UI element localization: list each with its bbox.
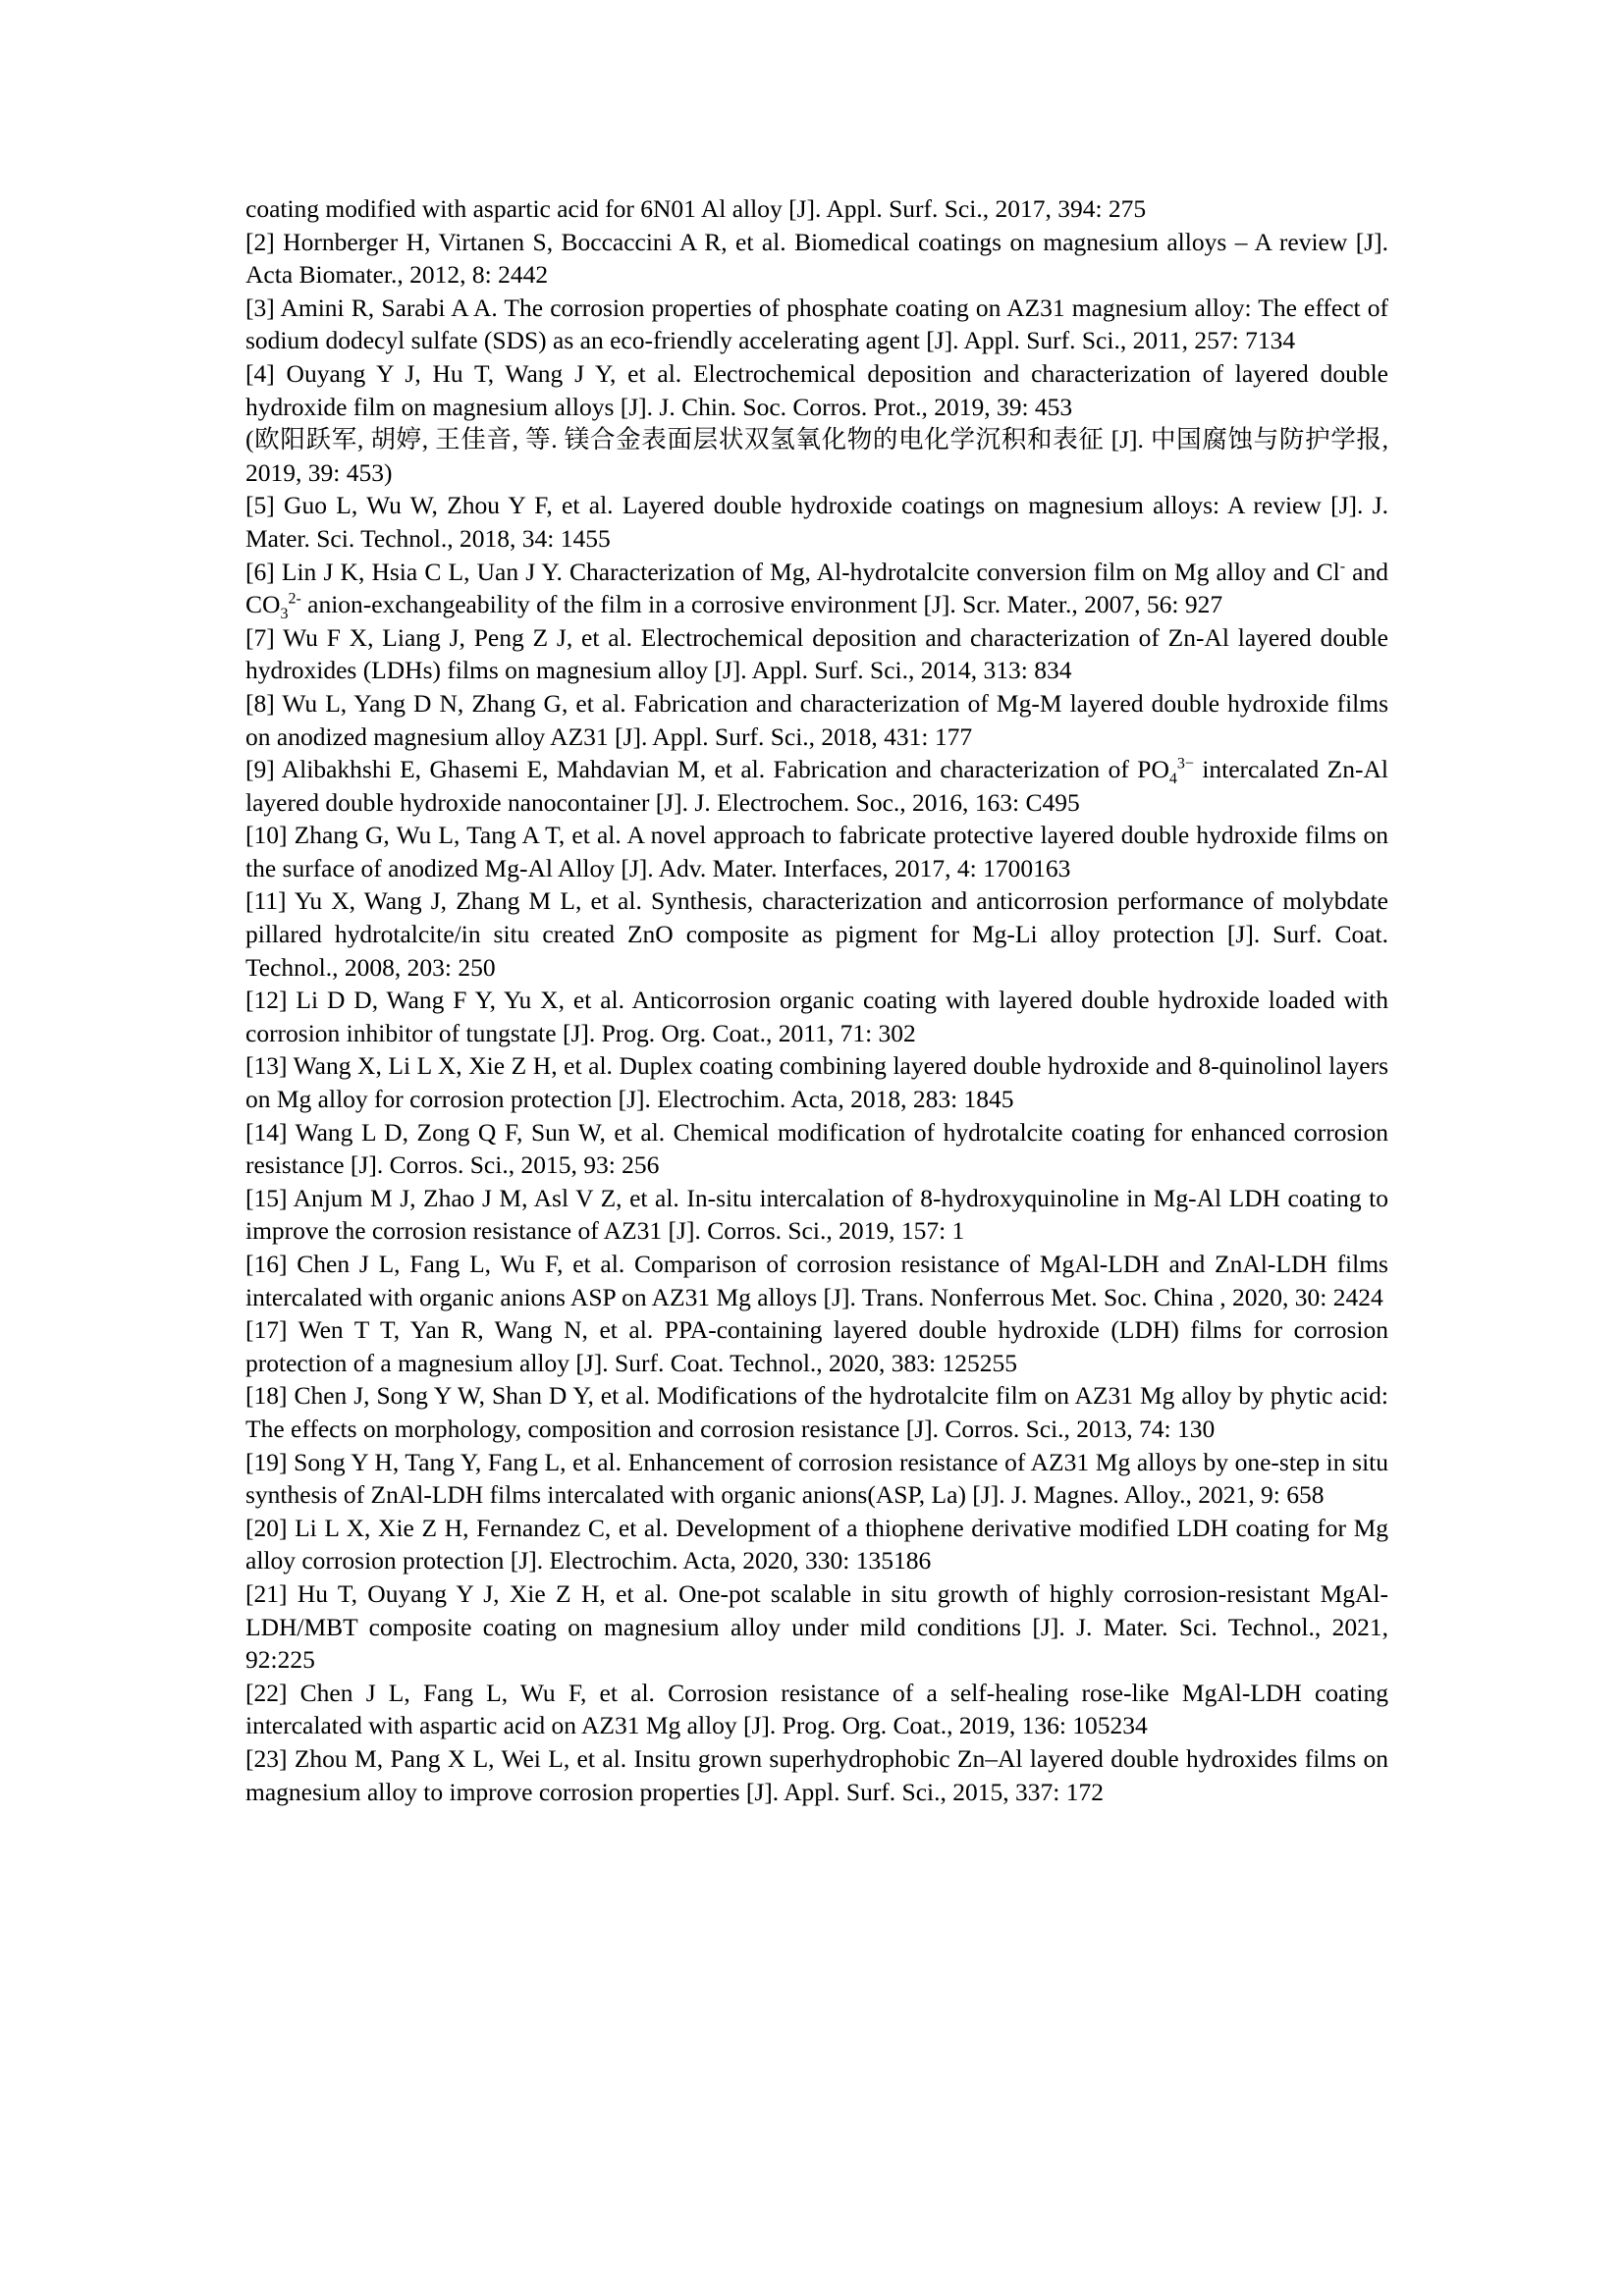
ref-superscript: 2- xyxy=(288,590,301,608)
reference-item: [20] Li L X, Xie Z H, Fernandez C, et al. Development of a thiophene derivative modified LDH coating for Mg alloy corrosion protection [J]. Electrochim. Acta, 2020, 330: 135186 xyxy=(245,1513,1388,1575)
ref-text: [9] Alibakhshi E, Ghasemi E, Mahdavian M, et al. Fabrication and characterization of PO xyxy=(245,755,1169,784)
ref-text: intercalated Zn-Al layered double hydroxide nanocontainer [J]. J. Electrochem. Soc., 2016, 163: C495 xyxy=(245,755,1388,817)
reference-item: [3] Amini R, Sarabi A A. The corrosion properties of phosphate coating on AZ31 magnesium alloy: The effect of sodium dodecyl sulfate (SDS) as an eco-friendly accelerating agent [J]. Appl. Surf. Sci., 2011, 257: 7134 xyxy=(245,293,1388,355)
reference-item: [22] Chen J L, Fang L, Wu F, et al. Corrosion resistance of a self-healing rose-like MgAl-LDH coating intercalated with aspartic acid on AZ31 Mg alloy [J]. Prog. Org. Coat., 2019, 136: 105234 xyxy=(245,1678,1388,1740)
reference-item: coating modified with aspartic acid for 6N01 Al alloy [J]. Appl. Surf. Sci., 2017, 394: 275 xyxy=(245,194,1147,223)
reference-item: [12] Li D D, Wang F Y, Yu X, et al. Anticorrosion organic coating with layered double hydroxide loaded with corrosion inhibitor of tungstate [J]. Prog. Org. Coat., 2011, 71: 302 xyxy=(245,986,1388,1047)
reference-item: [16] Chen J L, Fang L, Wu F, et al. Comparison of corrosion resistance of MgAl-LDH and ZnAl-LDH films intercalated with organic anions ASP on AZ31 Mg alloys [J]. Trans. Nonferrous Met. Soc. China , 2020, 30: 2424 xyxy=(245,1250,1388,1311)
reference-item: [23] Zhou M, Pang X L, Wei L, et al. Insitu grown superhydrophobic Zn–Al layered double hydroxides films on magnesium alloy to improve corrosion properties [J]. Appl. Surf. Sci., 2015, 337: 172 xyxy=(245,1743,1388,1806)
reference-item: [7] Wu F X, Liang J, Peng Z J, et al. Electrochemical deposition and characterization of Zn-Al layered double hydroxides (LDHs) films on magnesium alloy [J]. Appl. Surf. Sci., 2014, 313: 834 xyxy=(245,622,1388,685)
ref-text: and CO xyxy=(245,557,1388,619)
reference-item xyxy=(245,753,1388,819)
reference-item: [8] Wu L, Yang D N, Zhang G, et al. Fabrication and characterization of Mg-M layered double hydroxide films on anodized magnesium alloy AZ31 [J]. Appl. Surf. Sci., 2018, 431: 177 xyxy=(245,688,1388,751)
reference-item: [2] Hornberger H, Virtanen S, Boccaccini A R, et al. Biomedical coatings on magnesium alloys – A review [J]. Acta Biomater., 2012, 8: 2442 xyxy=(245,227,1388,290)
reference-item: [4] Ouyang Y J, Hu T, Wang J Y, et al. Electrochemical deposition and characterization of layered double hydroxide film on magnesium alloys [J]. J. Chin. Soc. Corros. Prot., 2019, 39: 453 xyxy=(245,358,1388,421)
ref-superscript: 3− xyxy=(1176,755,1194,773)
reference-item: [15] Anjum M J, Zhao J M, Asl V Z, et al. In-situ intercalation of 8-hydroxyquinoline in Mg-Al LDH coating to improve the corrosion resistance of AZ31 [J]. Corros. Sci., 2019, 157: 1 xyxy=(245,1183,1388,1246)
reference-item: [18] Chen J, Song Y W, Shan D Y, et al. Modifications of the hydrotalcite film on AZ31 Mg alloy by phytic acid: The effects on morphology, composition and corrosion resistance [J]. Corros. Sci., 2013, 74: 130 xyxy=(245,1381,1388,1443)
reference-list xyxy=(245,192,1388,1808)
reference-item: [14] Wang L D, Zong Q F, Sun W, et al. Chemical modification of hydrotalcite coating for enhanced corrosion resistance [J]. Corros. Sci., 2015, 93: 256 xyxy=(245,1117,1388,1180)
reference-item: [10] Zhang G, Wu L, Tang A T, et al. A novel approach to fabricate protective layered double hydroxide films on the surface of anodized Mg-Al Alloy [J]. Adv. Mater. Interfaces, 2017, 4: 1700163 xyxy=(245,821,1388,882)
reference-item: [19] Song Y H, Tang Y, Fang L, et al. Enhancement of corrosion resistance of AZ31 Mg alloys by one-step in situ synthesis of ZnAl-LDH films intercalated with organic anions(ASP, La) [J]. J. Magnes. Alloy., 2021, 9: 658 xyxy=(245,1447,1388,1510)
ref-superscript: - xyxy=(1339,558,1346,575)
reference-item-chinese: (欧阳跃军, 胡婷, 王佳音, 等. 镁合金表面层状双氢氧化物的电化学沉积和表征 [J]. 中国腐蚀与防护学报, 2019, 39: 453) xyxy=(245,425,1388,487)
ref-text: [6] Lin J K, Hsia C L, Uan J Y. Characterization of Mg, Al-hydrotalcite conversion film on Mg alloy and Cl xyxy=(245,557,1340,586)
reference-item: [13] Wang X, Li L X, Xie Z H, et al. Duplex coating combining layered double hydroxide and 8-quinolinol layers on Mg alloy for corrosion protection [J]. Electrochim. Acta, 2018, 283: 1845 xyxy=(245,1051,1388,1114)
reference-item: [5] Guo L, Wu W, Zhou Y F, et al. Layered double hydroxide coatings on magnesium alloys: A review [J]. J. Mater. Sci. Technol., 2018, 34: 1455 xyxy=(245,491,1388,553)
reference-item xyxy=(245,556,1388,621)
ref-text: anion-exchangeability of the film in a corrosive environment [J]. Scr. Mater., 2007, 56: 927 xyxy=(300,590,1223,619)
ref-subscript: 3 xyxy=(280,606,289,623)
reference-item: [17] Wen T T, Yan R, Wang N, et al. PPA-containing layered double hydroxide (LDH) films for corrosion protection of a magnesium alloy [J]. Surf. Coat. Technol., 2020, 383: 125255 xyxy=(245,1315,1388,1377)
reference-item: [11] Yu X, Wang J, Zhang M L, et al. Synthesis, characterization and anticorrosion performance of molybdate pillared hydrotalcite/in situ created ZnO composite as pigment for Mg-Li alloy protection [J]. Surf. Coat. Technol., 2008, 203: 250 xyxy=(245,886,1388,982)
reference-item: [21] Hu T, Ouyang Y J, Xie Z H, et al. One-pot scalable in situ growth of highly corrosion-resistant MgAl-LDH/MBT composite coating on magnesium alloy under mild conditions [J]. J. Mater. Sci. Technol., 2021, 92:225 xyxy=(245,1578,1388,1675)
ref-subscript: 4 xyxy=(1168,771,1177,788)
